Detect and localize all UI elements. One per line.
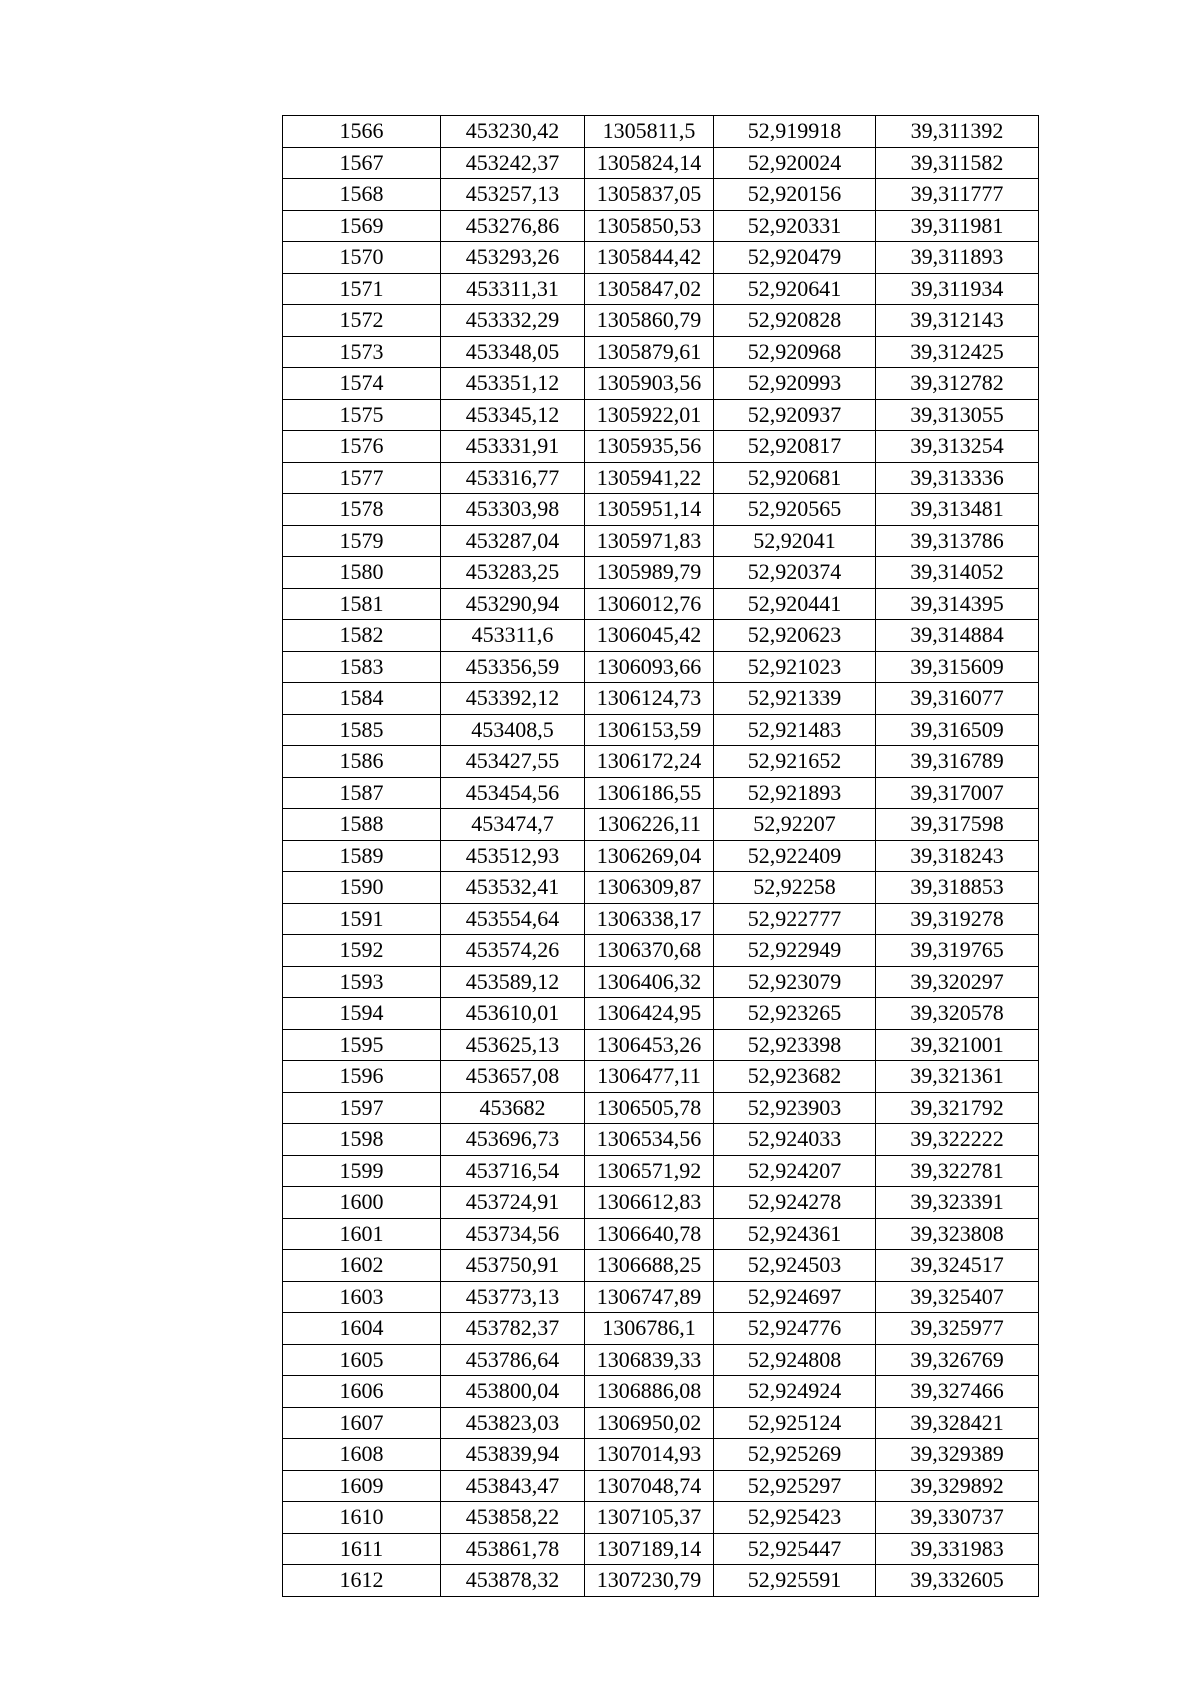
x-coordinate-cell: 453554,64 bbox=[441, 903, 585, 935]
y-coordinate-cell: 1306338,17 bbox=[585, 903, 714, 935]
point-number-cell: 1603 bbox=[283, 1281, 441, 1313]
latitude-cell: 52,924808 bbox=[714, 1344, 876, 1376]
longitude-cell: 39,314052 bbox=[876, 557, 1039, 589]
table-row bbox=[283, 1502, 1039, 1534]
x-coordinate-cell: 453734,56 bbox=[441, 1218, 585, 1250]
point-number-cell: 1607 bbox=[283, 1407, 441, 1439]
latitude-cell: 52,921483 bbox=[714, 714, 876, 746]
y-coordinate-cell: 1306640,78 bbox=[585, 1218, 714, 1250]
longitude-cell: 39,311777 bbox=[876, 179, 1039, 211]
longitude-cell: 39,323808 bbox=[876, 1218, 1039, 1250]
x-coordinate-cell: 453773,13 bbox=[441, 1281, 585, 1313]
x-coordinate-cell: 453331,91 bbox=[441, 431, 585, 463]
latitude-cell: 52,923398 bbox=[714, 1029, 876, 1061]
y-coordinate-cell: 1306453,26 bbox=[585, 1029, 714, 1061]
y-coordinate-cell: 1306612,83 bbox=[585, 1187, 714, 1219]
latitude-cell: 52,924033 bbox=[714, 1124, 876, 1156]
point-number-cell: 1582 bbox=[283, 620, 441, 652]
latitude-cell: 52,920968 bbox=[714, 336, 876, 368]
latitude-cell: 52,92258 bbox=[714, 872, 876, 904]
y-coordinate-cell: 1305837,05 bbox=[585, 179, 714, 211]
table-row bbox=[283, 116, 1039, 148]
x-coordinate-cell: 453356,59 bbox=[441, 651, 585, 683]
longitude-cell: 39,315609 bbox=[876, 651, 1039, 683]
point-number-cell: 1583 bbox=[283, 651, 441, 683]
point-number-cell: 1611 bbox=[283, 1533, 441, 1565]
longitude-cell: 39,322781 bbox=[876, 1155, 1039, 1187]
table-row bbox=[283, 1470, 1039, 1502]
point-number-cell: 1586 bbox=[283, 746, 441, 778]
y-coordinate-cell: 1306424,95 bbox=[585, 998, 714, 1030]
table-row bbox=[283, 840, 1039, 872]
latitude-cell: 52,921339 bbox=[714, 683, 876, 715]
longitude-cell: 39,314395 bbox=[876, 588, 1039, 620]
latitude-cell: 52,920156 bbox=[714, 179, 876, 211]
y-coordinate-cell: 1307014,93 bbox=[585, 1439, 714, 1471]
x-coordinate-cell: 453696,73 bbox=[441, 1124, 585, 1156]
y-coordinate-cell: 1305941,22 bbox=[585, 462, 714, 494]
point-number-cell: 1608 bbox=[283, 1439, 441, 1471]
table-row bbox=[283, 998, 1039, 1030]
latitude-cell: 52,92041 bbox=[714, 525, 876, 557]
latitude-cell: 52,924361 bbox=[714, 1218, 876, 1250]
latitude-cell: 52,924503 bbox=[714, 1250, 876, 1282]
table-row bbox=[283, 1344, 1039, 1376]
y-coordinate-cell: 1305879,61 bbox=[585, 336, 714, 368]
point-number-cell: 1596 bbox=[283, 1061, 441, 1093]
table-row bbox=[283, 179, 1039, 211]
longitude-cell: 39,321001 bbox=[876, 1029, 1039, 1061]
point-number-cell: 1570 bbox=[283, 242, 441, 274]
x-coordinate-cell: 453257,13 bbox=[441, 179, 585, 211]
point-number-cell: 1581 bbox=[283, 588, 441, 620]
y-coordinate-cell: 1306269,04 bbox=[585, 840, 714, 872]
latitude-cell: 52,924697 bbox=[714, 1281, 876, 1313]
longitude-cell: 39,312143 bbox=[876, 305, 1039, 337]
x-coordinate-cell: 453724,91 bbox=[441, 1187, 585, 1219]
longitude-cell: 39,321361 bbox=[876, 1061, 1039, 1093]
x-coordinate-cell: 453303,98 bbox=[441, 494, 585, 526]
point-number-cell: 1612 bbox=[283, 1565, 441, 1597]
latitude-cell: 52,920681 bbox=[714, 462, 876, 494]
point-number-cell: 1587 bbox=[283, 777, 441, 809]
table-row bbox=[283, 557, 1039, 589]
table-row bbox=[283, 368, 1039, 400]
latitude-cell: 52,925297 bbox=[714, 1470, 876, 1502]
x-coordinate-cell: 453839,94 bbox=[441, 1439, 585, 1471]
y-coordinate-cell: 1306688,25 bbox=[585, 1250, 714, 1282]
longitude-cell: 39,317007 bbox=[876, 777, 1039, 809]
point-number-cell: 1606 bbox=[283, 1376, 441, 1408]
x-coordinate-cell: 453574,26 bbox=[441, 935, 585, 967]
latitude-cell: 52,925447 bbox=[714, 1533, 876, 1565]
longitude-cell: 39,319765 bbox=[876, 935, 1039, 967]
point-number-cell: 1580 bbox=[283, 557, 441, 589]
latitude-cell: 52,920024 bbox=[714, 147, 876, 179]
longitude-cell: 39,332605 bbox=[876, 1565, 1039, 1597]
latitude-cell: 52,924278 bbox=[714, 1187, 876, 1219]
point-number-cell: 1609 bbox=[283, 1470, 441, 1502]
latitude-cell: 52,922949 bbox=[714, 935, 876, 967]
y-coordinate-cell: 1307230,79 bbox=[585, 1565, 714, 1597]
point-number-cell: 1602 bbox=[283, 1250, 441, 1282]
latitude-cell: 52,925591 bbox=[714, 1565, 876, 1597]
latitude-cell: 52,925124 bbox=[714, 1407, 876, 1439]
y-coordinate-cell: 1305989,79 bbox=[585, 557, 714, 589]
table-row bbox=[283, 746, 1039, 778]
y-coordinate-cell: 1306186,55 bbox=[585, 777, 714, 809]
longitude-cell: 39,323391 bbox=[876, 1187, 1039, 1219]
x-coordinate-cell: 453474,7 bbox=[441, 809, 585, 841]
latitude-cell: 52,920828 bbox=[714, 305, 876, 337]
y-coordinate-cell: 1307105,37 bbox=[585, 1502, 714, 1534]
point-number-cell: 1571 bbox=[283, 273, 441, 305]
table-row bbox=[283, 273, 1039, 305]
point-number-cell: 1589 bbox=[283, 840, 441, 872]
y-coordinate-cell: 1306571,92 bbox=[585, 1155, 714, 1187]
point-number-cell: 1597 bbox=[283, 1092, 441, 1124]
x-coordinate-cell: 453625,13 bbox=[441, 1029, 585, 1061]
latitude-cell: 52,925269 bbox=[714, 1439, 876, 1471]
point-number-cell: 1601 bbox=[283, 1218, 441, 1250]
longitude-cell: 39,313336 bbox=[876, 462, 1039, 494]
table-row bbox=[283, 305, 1039, 337]
longitude-cell: 39,326769 bbox=[876, 1344, 1039, 1376]
latitude-cell: 52,923265 bbox=[714, 998, 876, 1030]
y-coordinate-cell: 1306370,68 bbox=[585, 935, 714, 967]
x-coordinate-cell: 453276,86 bbox=[441, 210, 585, 242]
table-row bbox=[283, 935, 1039, 967]
table-row bbox=[283, 462, 1039, 494]
table-row bbox=[283, 1218, 1039, 1250]
y-coordinate-cell: 1306505,78 bbox=[585, 1092, 714, 1124]
table-row bbox=[283, 1281, 1039, 1313]
x-coordinate-cell: 453716,54 bbox=[441, 1155, 585, 1187]
longitude-cell: 39,313254 bbox=[876, 431, 1039, 463]
latitude-cell: 52,923079 bbox=[714, 966, 876, 998]
longitude-cell: 39,311582 bbox=[876, 147, 1039, 179]
y-coordinate-cell: 1306172,24 bbox=[585, 746, 714, 778]
latitude-cell: 52,920641 bbox=[714, 273, 876, 305]
x-coordinate-cell: 453311,31 bbox=[441, 273, 585, 305]
table-row bbox=[283, 1250, 1039, 1282]
point-number-cell: 1584 bbox=[283, 683, 441, 715]
longitude-cell: 39,320297 bbox=[876, 966, 1039, 998]
latitude-cell: 52,921893 bbox=[714, 777, 876, 809]
latitude-cell: 52,920479 bbox=[714, 242, 876, 274]
point-number-cell: 1605 bbox=[283, 1344, 441, 1376]
x-coordinate-cell: 453878,32 bbox=[441, 1565, 585, 1597]
y-coordinate-cell: 1305847,02 bbox=[585, 273, 714, 305]
point-number-cell: 1590 bbox=[283, 872, 441, 904]
x-coordinate-cell: 453750,91 bbox=[441, 1250, 585, 1282]
table-row bbox=[283, 1124, 1039, 1156]
x-coordinate-cell: 453800,04 bbox=[441, 1376, 585, 1408]
table-row bbox=[283, 966, 1039, 998]
x-coordinate-cell: 453408,5 bbox=[441, 714, 585, 746]
longitude-cell: 39,331983 bbox=[876, 1533, 1039, 1565]
table-row bbox=[283, 210, 1039, 242]
y-coordinate-cell: 1305811,5 bbox=[585, 116, 714, 148]
point-number-cell: 1585 bbox=[283, 714, 441, 746]
point-number-cell: 1579 bbox=[283, 525, 441, 557]
table-row bbox=[283, 777, 1039, 809]
table-row bbox=[283, 809, 1039, 841]
latitude-cell: 52,924207 bbox=[714, 1155, 876, 1187]
y-coordinate-cell: 1306093,66 bbox=[585, 651, 714, 683]
point-number-cell: 1604 bbox=[283, 1313, 441, 1345]
longitude-cell: 39,313481 bbox=[876, 494, 1039, 526]
point-number-cell: 1568 bbox=[283, 179, 441, 211]
x-coordinate-cell: 453532,41 bbox=[441, 872, 585, 904]
y-coordinate-cell: 1306950,02 bbox=[585, 1407, 714, 1439]
x-coordinate-cell: 453283,25 bbox=[441, 557, 585, 589]
table-row bbox=[283, 1313, 1039, 1345]
longitude-cell: 39,311392 bbox=[876, 116, 1039, 148]
x-coordinate-cell: 453332,29 bbox=[441, 305, 585, 337]
longitude-cell: 39,311893 bbox=[876, 242, 1039, 274]
longitude-cell: 39,325977 bbox=[876, 1313, 1039, 1345]
table-row bbox=[283, 1565, 1039, 1597]
point-number-cell: 1577 bbox=[283, 462, 441, 494]
longitude-cell: 39,330737 bbox=[876, 1502, 1039, 1534]
longitude-cell: 39,312782 bbox=[876, 368, 1039, 400]
x-coordinate-cell: 453454,56 bbox=[441, 777, 585, 809]
latitude-cell: 52,920374 bbox=[714, 557, 876, 589]
x-coordinate-cell: 453786,64 bbox=[441, 1344, 585, 1376]
longitude-cell: 39,321792 bbox=[876, 1092, 1039, 1124]
table-row bbox=[283, 683, 1039, 715]
point-number-cell: 1573 bbox=[283, 336, 441, 368]
latitude-cell: 52,924924 bbox=[714, 1376, 876, 1408]
x-coordinate-cell: 453861,78 bbox=[441, 1533, 585, 1565]
latitude-cell: 52,92207 bbox=[714, 809, 876, 841]
latitude-cell: 52,921023 bbox=[714, 651, 876, 683]
table-row bbox=[283, 494, 1039, 526]
longitude-cell: 39,322222 bbox=[876, 1124, 1039, 1156]
longitude-cell: 39,329892 bbox=[876, 1470, 1039, 1502]
y-coordinate-cell: 1306406,32 bbox=[585, 966, 714, 998]
point-number-cell: 1592 bbox=[283, 935, 441, 967]
longitude-cell: 39,327466 bbox=[876, 1376, 1039, 1408]
x-coordinate-cell: 453311,6 bbox=[441, 620, 585, 652]
latitude-cell: 52,920565 bbox=[714, 494, 876, 526]
latitude-cell: 52,921652 bbox=[714, 746, 876, 778]
longitude-cell: 39,313786 bbox=[876, 525, 1039, 557]
point-number-cell: 1566 bbox=[283, 116, 441, 148]
table-row bbox=[283, 588, 1039, 620]
y-coordinate-cell: 1306886,08 bbox=[585, 1376, 714, 1408]
y-coordinate-cell: 1305971,83 bbox=[585, 525, 714, 557]
longitude-cell: 39,328421 bbox=[876, 1407, 1039, 1439]
y-coordinate-cell: 1305850,53 bbox=[585, 210, 714, 242]
x-coordinate-cell: 453512,93 bbox=[441, 840, 585, 872]
x-coordinate-cell: 453682 bbox=[441, 1092, 585, 1124]
y-coordinate-cell: 1306477,11 bbox=[585, 1061, 714, 1093]
longitude-cell: 39,320578 bbox=[876, 998, 1039, 1030]
table-row bbox=[283, 1376, 1039, 1408]
x-coordinate-cell: 453230,42 bbox=[441, 116, 585, 148]
table-row bbox=[283, 399, 1039, 431]
y-coordinate-cell: 1305922,01 bbox=[585, 399, 714, 431]
table-row bbox=[283, 620, 1039, 652]
point-number-cell: 1567 bbox=[283, 147, 441, 179]
longitude-cell: 39,311934 bbox=[876, 273, 1039, 305]
latitude-cell: 52,924776 bbox=[714, 1313, 876, 1345]
x-coordinate-cell: 453392,12 bbox=[441, 683, 585, 715]
point-number-cell: 1575 bbox=[283, 399, 441, 431]
x-coordinate-cell: 453427,55 bbox=[441, 746, 585, 778]
x-coordinate-cell: 453351,12 bbox=[441, 368, 585, 400]
y-coordinate-cell: 1306153,59 bbox=[585, 714, 714, 746]
table-row bbox=[283, 651, 1039, 683]
x-coordinate-cell: 453290,94 bbox=[441, 588, 585, 620]
latitude-cell: 52,920937 bbox=[714, 399, 876, 431]
point-number-cell: 1572 bbox=[283, 305, 441, 337]
longitude-cell: 39,316789 bbox=[876, 746, 1039, 778]
point-number-cell: 1599 bbox=[283, 1155, 441, 1187]
x-coordinate-cell: 453293,26 bbox=[441, 242, 585, 274]
x-coordinate-cell: 453843,47 bbox=[441, 1470, 585, 1502]
table-row bbox=[283, 1155, 1039, 1187]
point-number-cell: 1591 bbox=[283, 903, 441, 935]
y-coordinate-cell: 1307189,14 bbox=[585, 1533, 714, 1565]
longitude-cell: 39,324517 bbox=[876, 1250, 1039, 1282]
longitude-cell: 39,318243 bbox=[876, 840, 1039, 872]
point-number-cell: 1578 bbox=[283, 494, 441, 526]
y-coordinate-cell: 1306012,76 bbox=[585, 588, 714, 620]
table-row bbox=[283, 242, 1039, 274]
y-coordinate-cell: 1306534,56 bbox=[585, 1124, 714, 1156]
y-coordinate-cell: 1305844,42 bbox=[585, 242, 714, 274]
y-coordinate-cell: 1307048,74 bbox=[585, 1470, 714, 1502]
y-coordinate-cell: 1305951,14 bbox=[585, 494, 714, 526]
latitude-cell: 52,920441 bbox=[714, 588, 876, 620]
table-row bbox=[283, 336, 1039, 368]
table-row bbox=[283, 872, 1039, 904]
point-number-cell: 1588 bbox=[283, 809, 441, 841]
point-number-cell: 1574 bbox=[283, 368, 441, 400]
table-row bbox=[283, 1439, 1039, 1471]
longitude-cell: 39,314884 bbox=[876, 620, 1039, 652]
x-coordinate-cell: 453823,03 bbox=[441, 1407, 585, 1439]
table-row bbox=[283, 1061, 1039, 1093]
longitude-cell: 39,317598 bbox=[876, 809, 1039, 841]
x-coordinate-cell: 453348,05 bbox=[441, 336, 585, 368]
y-coordinate-cell: 1305903,56 bbox=[585, 368, 714, 400]
table-row bbox=[283, 1029, 1039, 1061]
x-coordinate-cell: 453782,37 bbox=[441, 1313, 585, 1345]
latitude-cell: 52,920993 bbox=[714, 368, 876, 400]
latitude-cell: 52,925423 bbox=[714, 1502, 876, 1534]
table-row bbox=[283, 714, 1039, 746]
y-coordinate-cell: 1306124,73 bbox=[585, 683, 714, 715]
point-number-cell: 1576 bbox=[283, 431, 441, 463]
x-coordinate-cell: 453858,22 bbox=[441, 1502, 585, 1534]
longitude-cell: 39,319278 bbox=[876, 903, 1039, 935]
longitude-cell: 39,313055 bbox=[876, 399, 1039, 431]
table-row bbox=[283, 1092, 1039, 1124]
x-coordinate-cell: 453589,12 bbox=[441, 966, 585, 998]
y-coordinate-cell: 1306309,87 bbox=[585, 872, 714, 904]
table-row bbox=[283, 147, 1039, 179]
y-coordinate-cell: 1306226,11 bbox=[585, 809, 714, 841]
table-row bbox=[283, 1533, 1039, 1565]
point-number-cell: 1569 bbox=[283, 210, 441, 242]
y-coordinate-cell: 1306747,89 bbox=[585, 1281, 714, 1313]
table-row bbox=[283, 1407, 1039, 1439]
y-coordinate-cell: 1306786,1 bbox=[585, 1313, 714, 1345]
y-coordinate-cell: 1305935,56 bbox=[585, 431, 714, 463]
latitude-cell: 52,920817 bbox=[714, 431, 876, 463]
point-number-cell: 1594 bbox=[283, 998, 441, 1030]
table-row bbox=[283, 431, 1039, 463]
latitude-cell: 52,922777 bbox=[714, 903, 876, 935]
table-row bbox=[283, 903, 1039, 935]
y-coordinate-cell: 1305824,14 bbox=[585, 147, 714, 179]
longitude-cell: 39,318853 bbox=[876, 872, 1039, 904]
longitude-cell: 39,311981 bbox=[876, 210, 1039, 242]
longitude-cell: 39,312425 bbox=[876, 336, 1039, 368]
x-coordinate-cell: 453345,12 bbox=[441, 399, 585, 431]
latitude-cell: 52,919918 bbox=[714, 116, 876, 148]
x-coordinate-cell: 453657,08 bbox=[441, 1061, 585, 1093]
longitude-cell: 39,316509 bbox=[876, 714, 1039, 746]
point-number-cell: 1595 bbox=[283, 1029, 441, 1061]
point-number-cell: 1593 bbox=[283, 966, 441, 998]
longitude-cell: 39,329389 bbox=[876, 1439, 1039, 1471]
latitude-cell: 52,920623 bbox=[714, 620, 876, 652]
latitude-cell: 52,923682 bbox=[714, 1061, 876, 1093]
coordinates-table bbox=[282, 115, 1039, 1597]
y-coordinate-cell: 1306839,33 bbox=[585, 1344, 714, 1376]
latitude-cell: 52,922409 bbox=[714, 840, 876, 872]
x-coordinate-cell: 453287,04 bbox=[441, 525, 585, 557]
longitude-cell: 39,316077 bbox=[876, 683, 1039, 715]
y-coordinate-cell: 1305860,79 bbox=[585, 305, 714, 337]
table-row bbox=[283, 525, 1039, 557]
x-coordinate-cell: 453610,01 bbox=[441, 998, 585, 1030]
x-coordinate-cell: 453242,37 bbox=[441, 147, 585, 179]
x-coordinate-cell: 453316,77 bbox=[441, 462, 585, 494]
latitude-cell: 52,923903 bbox=[714, 1092, 876, 1124]
point-number-cell: 1598 bbox=[283, 1124, 441, 1156]
coordinates-table-body bbox=[283, 116, 1039, 1597]
latitude-cell: 52,920331 bbox=[714, 210, 876, 242]
table-row bbox=[283, 1187, 1039, 1219]
y-coordinate-cell: 1306045,42 bbox=[585, 620, 714, 652]
point-number-cell: 1610 bbox=[283, 1502, 441, 1534]
point-number-cell: 1600 bbox=[283, 1187, 441, 1219]
longitude-cell: 39,325407 bbox=[876, 1281, 1039, 1313]
